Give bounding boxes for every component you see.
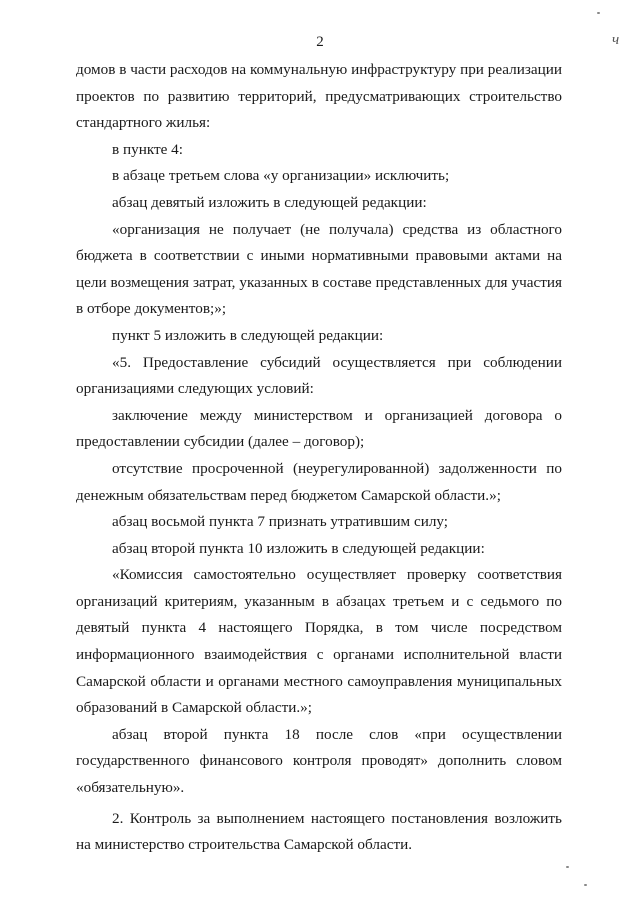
paragraph-item-10: абзац второй пункта 10 изложить в следующей редакции: [112, 539, 485, 557]
scan-speck [566, 866, 569, 868]
corner-handwritten-mark: ч [612, 32, 620, 48]
paragraph-quoted-text-1: «организация не получает (не получала) средства из областного бюджета в соответствии с иными нормативными правовыми актами на цели возмещения затрат, указанных в составе представленных для участия в отборе документов;»; [76, 220, 562, 318]
document-body [76, 57, 562, 859]
paragraph-condition-2: отсутствие просроченной (неурегулированной) задолженности по денежным обязательствам перед бюджетом Самарской области.»; [76, 459, 562, 504]
paragraph-item-18: абзац второй пункта 18 после слов «при осуществлении государственного финансового контроля проводят» дополнить словом «обязательную». [76, 725, 562, 797]
scan-speck [597, 12, 600, 14]
paragraph-quoted-text-3: «Комиссия самостоятельно осуществляет проверку соответствия организаций критериям, указанным в абзацах третьем и с седьмого по девятый пункта 4 настоящего Порядка, в том числе посредством информационного взаимодействия с органами исполнительной власти Самарской области и органами местного самоуправления муниципальных образований в Самарской области.»; [76, 566, 562, 717]
paragraph-item-5: пункт 5 изложить в следующей редакции: [112, 326, 384, 344]
scan-speck [584, 884, 587, 886]
page-number: 2 [316, 34, 324, 50]
paragraph-item-4-amendment-1: в абзаце третьем слова «у организации» исключить; [112, 167, 450, 185]
paragraph-quoted-text-2: «5. Предоставление субсидий осуществляется при соблюдении организациями следующих условий: [76, 353, 562, 398]
paragraph-continuation: домов в части расходов на коммунальную инфраструктуру при реализации проектов по развитию территорий, предусматривающих строительство стандартного жилья: [76, 61, 562, 132]
paragraph-condition-1: заключение между министерством и организацией договора о предоставлении субсидии (далее – договор); [76, 406, 562, 451]
paragraph-item-4: в пункте 4: [112, 140, 183, 158]
paragraph-item-4-amendment-2: абзац девятый изложить в следующей редакции: [112, 193, 427, 211]
paragraph-item-7: абзац восьмой пункта 7 признать утратившим силу; [112, 513, 449, 531]
paragraph-section-2: 2. Контроль за выполнением настоящего постановления возложить на министерство строительства Самарской области. [76, 809, 562, 854]
